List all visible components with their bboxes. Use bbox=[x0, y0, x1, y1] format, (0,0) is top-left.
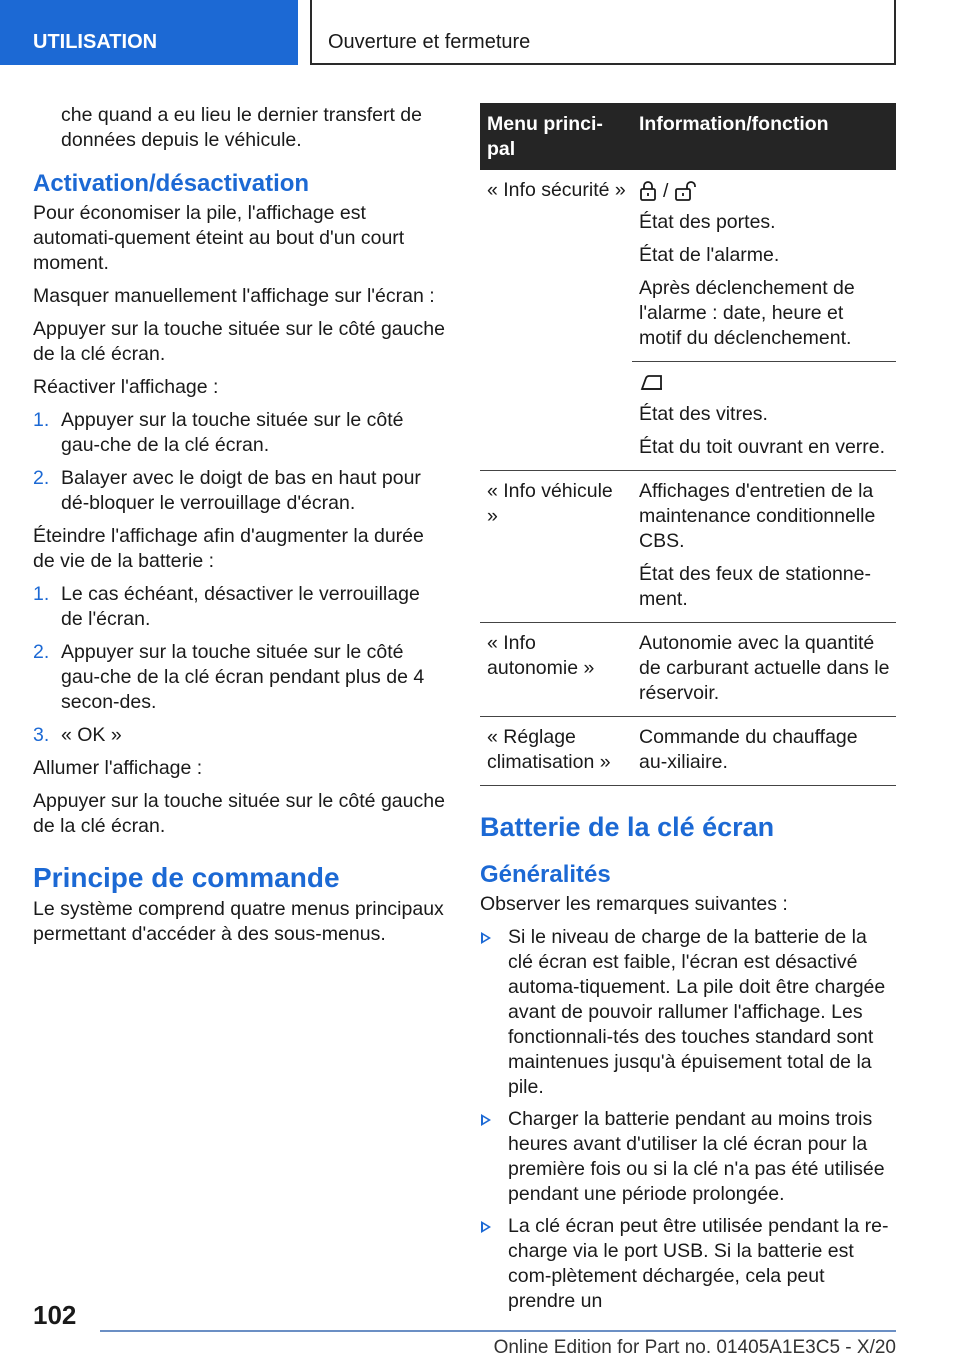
page-number: 102 bbox=[33, 1300, 77, 1330]
step-number: 2. bbox=[33, 641, 50, 663]
reactivate-steps bbox=[33, 408, 445, 516]
info-line: Commande du chauffage au-xiliaire. bbox=[639, 726, 858, 773]
info-line: État du toit ouvrant en verre. bbox=[639, 436, 886, 458]
principle-heading: Principe de commande bbox=[33, 862, 340, 893]
activation-intro: Pour économiser la pile, l'affichage est automati-quement éteint au bout d'un court moment. bbox=[33, 202, 405, 274]
bullet-text: Si le niveau de charge de la batterie de la clé écran est faible, l'écran est désactivé automa-tiquement. La pile doit être chargée avant de pouvoir rallumer l'affichage. Les fonctionnali-tés des touches standard sont maintenues jusqu'à épuisement total de la pile. bbox=[508, 926, 886, 1098]
hide-manual-label: Masquer manuellement l'affichage sur l'écran : bbox=[33, 285, 435, 307]
info-cell bbox=[632, 170, 896, 471]
cell-divider bbox=[632, 361, 896, 362]
list-item bbox=[33, 466, 445, 516]
list-item bbox=[33, 582, 445, 632]
list-item bbox=[33, 640, 445, 715]
battery-heading: Batterie de la clé écran bbox=[480, 812, 775, 842]
list-item bbox=[480, 1107, 896, 1207]
bullet-text: Charger la batterie pendant au moins trois heures avant d'utiliser la clé écran pour la première fois ou si la clé n'a pas été utilisée pendant une période prolongée. bbox=[508, 1108, 885, 1205]
activation-heading: Activation/désactivation bbox=[33, 170, 310, 197]
table-row bbox=[480, 717, 896, 786]
switch-on-step: Appuyer sur la touche située sur le côté gauche de la clé écran. bbox=[33, 790, 445, 837]
general-intro: Observer les remarques suivantes : bbox=[480, 893, 788, 915]
switch-off-steps bbox=[33, 582, 445, 748]
list-item bbox=[33, 723, 445, 748]
menu-cell: « Info sécurité » bbox=[480, 170, 632, 471]
header-section-tab: UTILISATION bbox=[0, 0, 298, 65]
principle-text: Le système comprend quatre menus principaux permettant d'accéder à des sous-menus. bbox=[33, 898, 444, 945]
info-cell bbox=[632, 623, 896, 717]
footer-edition: Online Edition for Part no. 01405A1E3C5 - X/20 bbox=[493, 1337, 896, 1358]
info-line: État des feux de stationne-ment. bbox=[639, 563, 871, 610]
table-row bbox=[480, 623, 896, 717]
right-column bbox=[480, 103, 896, 1321]
step-number: 2. bbox=[33, 467, 50, 489]
column-header-menu: Menu princi-pal bbox=[480, 103, 632, 170]
info-line: État des portes. bbox=[639, 211, 776, 233]
info-line: Autonomie avec la quantité de carburant actuelle dans le réservoir. bbox=[639, 632, 890, 704]
bullet-text: La clé écran peut être utilisée pendant la re-charge via le port USB. Si la batterie est com-plètement déchargée, cela peut prendre un bbox=[508, 1215, 889, 1312]
triangle-bullet-icon bbox=[481, 1221, 491, 1233]
left-column bbox=[33, 103, 445, 955]
list-item bbox=[480, 1214, 896, 1314]
list-item bbox=[33, 408, 445, 458]
window-icon-line bbox=[639, 370, 890, 396]
info-line: Après déclenchement de l'alarme : date, heure et motif du déclenchement. bbox=[639, 277, 855, 349]
column-header-info: Information/fonction bbox=[632, 103, 896, 170]
main-menu-table bbox=[480, 103, 896, 786]
table-header-row bbox=[480, 103, 896, 170]
battery-notes-list bbox=[480, 925, 896, 1314]
switch-off-label: Éteindre l'affichage afin d'augmenter la durée de vie de la batterie : bbox=[33, 525, 424, 572]
step-text: Appuyer sur la touche située sur le côté gau-che de la clé écran. bbox=[61, 409, 404, 456]
menu-cell: « Réglage climatisation » bbox=[480, 717, 632, 786]
triangle-bullet-icon bbox=[481, 1114, 491, 1126]
general-heading: Généralités bbox=[480, 861, 611, 888]
table-row bbox=[480, 170, 896, 471]
info-line: État des vitres. bbox=[639, 403, 768, 425]
table-row bbox=[480, 471, 896, 623]
info-cell bbox=[632, 717, 896, 786]
info-line: Affichages d'entretien de la maintenance conditionnelle CBS. bbox=[639, 480, 876, 552]
step-number: 1. bbox=[33, 583, 50, 605]
list-item bbox=[480, 925, 896, 1100]
step-number: 3. bbox=[33, 724, 50, 746]
step-text: Balayer avec le doigt de bas en haut pour dé-bloquer le verrouillage d'écran. bbox=[61, 467, 421, 514]
step-text: « OK » bbox=[61, 724, 122, 746]
step-text: Appuyer sur la touche située sur le côté gau-che de la clé écran pendant plus de 4 secon-des. bbox=[61, 641, 425, 713]
menu-cell: « Info véhicule » bbox=[480, 471, 632, 623]
padlock-locked-icon bbox=[639, 180, 657, 202]
step-number: 1. bbox=[33, 409, 50, 431]
info-line: État de l'alarme. bbox=[639, 244, 780, 266]
reactivate-label: Réactiver l'affichage : bbox=[33, 376, 219, 398]
lock-icons bbox=[639, 178, 890, 204]
footer-divider bbox=[100, 1330, 896, 1332]
header-chapter-title: Ouverture et fermeture bbox=[310, 0, 896, 65]
car-window-icon bbox=[639, 373, 665, 393]
switch-on-label: Allumer l'affichage : bbox=[33, 757, 203, 779]
icon-separator: / bbox=[663, 179, 669, 202]
step-text: Le cas échéant, désactiver le verrouillage de l'écran. bbox=[61, 583, 420, 630]
hide-manual-step: Appuyer sur la touche située sur le côté gauche de la clé écran. bbox=[33, 318, 445, 365]
triangle-bullet-icon bbox=[481, 932, 491, 944]
continued-text: che quand a eu lieu le dernier transfert de données depuis le véhicule. bbox=[61, 104, 422, 151]
menu-cell: « Info autonomie » bbox=[480, 623, 632, 717]
info-cell bbox=[632, 471, 896, 623]
padlock-unlocked-icon bbox=[674, 180, 702, 202]
